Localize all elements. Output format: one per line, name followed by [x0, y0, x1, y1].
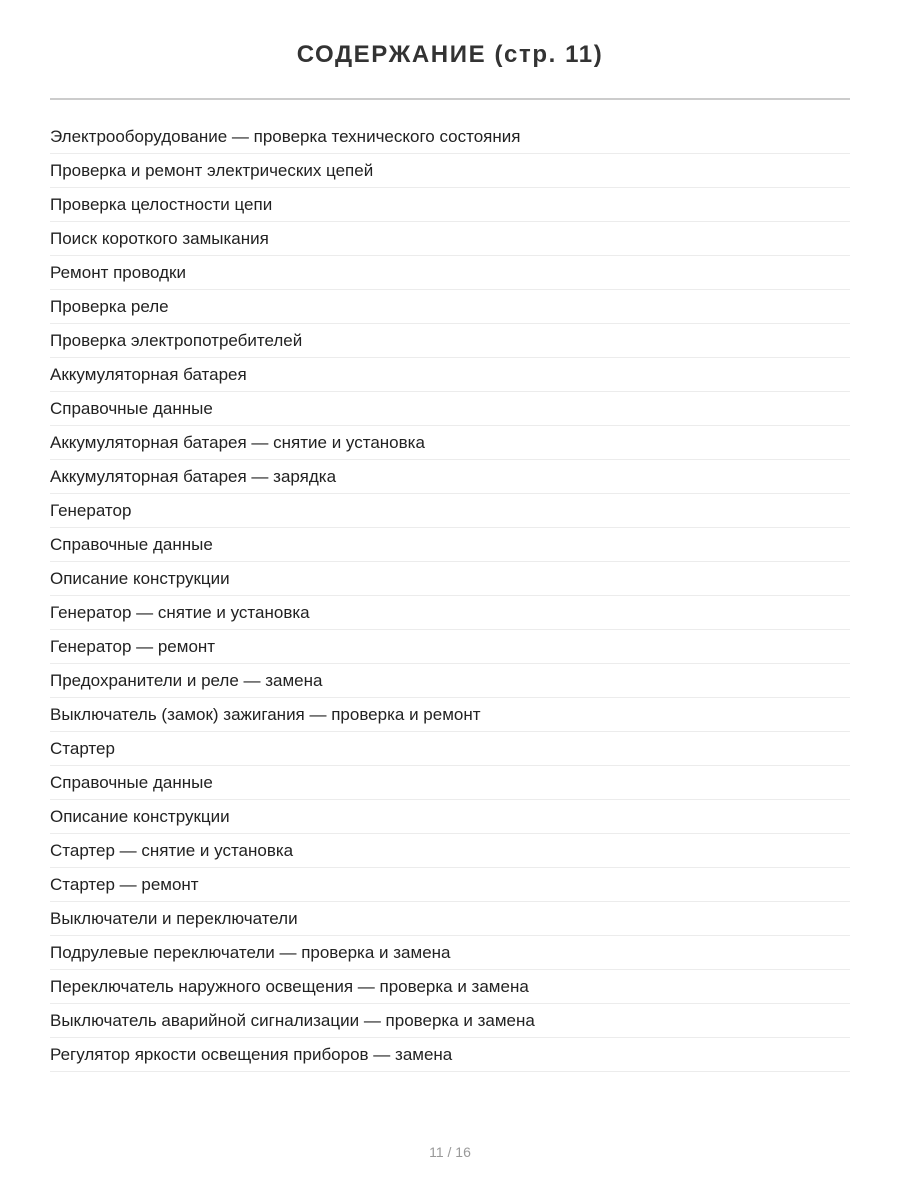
toc-item[interactable]: Справочные данные	[50, 392, 850, 426]
toc-item[interactable]: Стартер	[50, 732, 850, 766]
toc-item[interactable]: Регулятор яркости освещения приборов — замена	[50, 1038, 850, 1072]
toc-item[interactable]: Генератор	[50, 494, 850, 528]
toc-item[interactable]: Генератор — ремонт	[50, 630, 850, 664]
toc-item[interactable]: Проверка и ремонт электрических цепей	[50, 154, 850, 188]
toc-item[interactable]: Стартер — снятие и установка	[50, 834, 850, 868]
toc-page	[50, 0, 850, 1064]
toc-item[interactable]: Аккумуляторная батарея	[50, 358, 850, 392]
toc-item[interactable]: Переключатель наружного освещения — проверка и замена	[50, 970, 850, 1004]
toc-item[interactable]: Выключатели и переключатели	[50, 902, 850, 936]
toc-item[interactable]: Проверка целостности цепи	[50, 188, 850, 222]
toc-item[interactable]: Подрулевые переключатели — проверка и замена	[50, 936, 850, 970]
toc-item[interactable]: Описание конструкции	[50, 562, 850, 596]
toc-item[interactable]: Проверка электропотребителей	[50, 324, 850, 358]
toc-item[interactable]: Генератор — снятие и установка	[50, 596, 850, 630]
toc-list	[50, 120, 850, 1072]
toc-item[interactable]: Стартер — ремонт	[50, 868, 850, 902]
toc-item[interactable]: Проверка реле	[50, 290, 850, 324]
toc-item[interactable]: Выключатель (замок) зажигания — проверка и ремонт	[50, 698, 850, 732]
toc-item[interactable]: Аккумуляторная батарея — зарядка	[50, 460, 850, 494]
toc-item[interactable]: Справочные данные	[50, 528, 850, 562]
toc-item[interactable]: Справочные данные	[50, 766, 850, 800]
toc-item[interactable]: Выключатель аварийной сигнализации — проверка и замена	[50, 1004, 850, 1038]
toc-item[interactable]: Описание конструкции	[50, 800, 850, 834]
toc-item[interactable]: Предохранители и реле — замена	[50, 664, 850, 698]
toc-item[interactable]: Аккумуляторная батарея — снятие и установка	[50, 426, 850, 460]
page-title: СОДЕРЖАНИЕ (стр. 11)	[296, 41, 604, 68]
toc-item[interactable]: Электрооборудование — проверка технического состояния	[50, 120, 850, 154]
toc-item[interactable]: Ремонт проводки	[50, 256, 850, 290]
toc-item[interactable]: Поиск короткого замыкания	[50, 222, 850, 256]
page-indicator: 11 / 16	[429, 1144, 471, 1160]
title-divider	[50, 98, 850, 100]
